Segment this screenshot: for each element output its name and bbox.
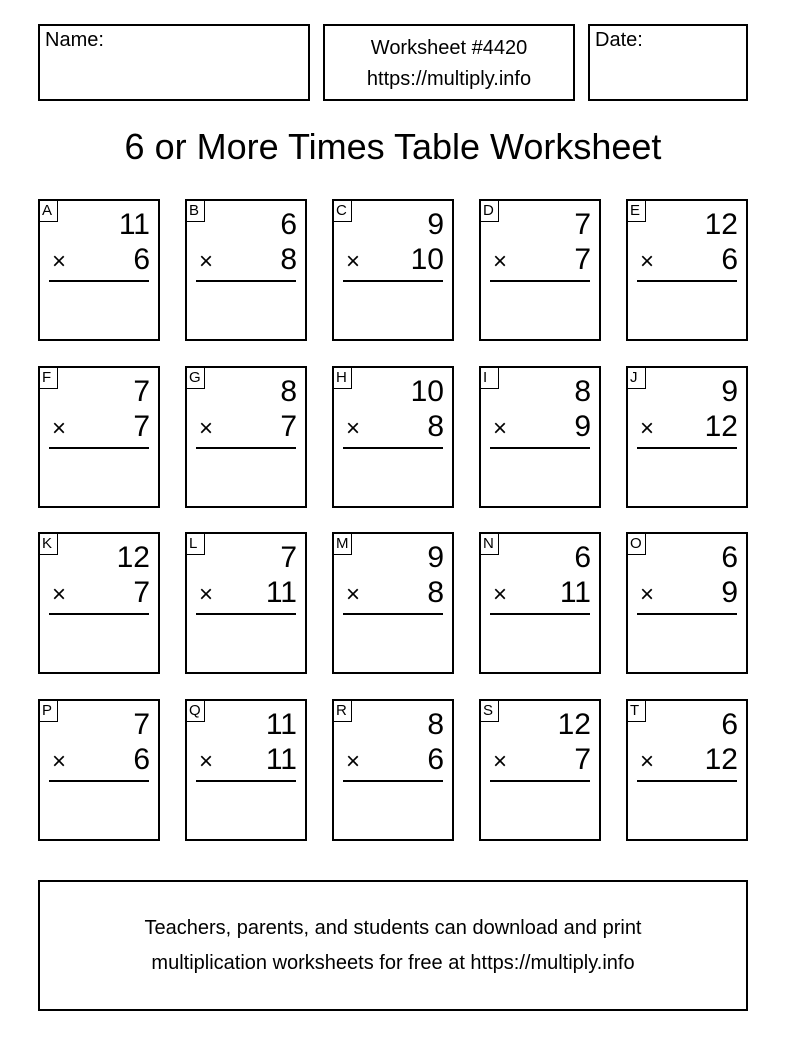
multiplier: 7 — [280, 410, 297, 443]
multiplier: 6 — [427, 743, 444, 776]
multiplicand: 11 — [118, 208, 150, 241]
multiplier: 12 — [704, 743, 738, 776]
multiplicand: 6 — [721, 708, 738, 741]
answer-line — [637, 280, 737, 282]
multiplicand: 8 — [574, 375, 591, 408]
answer-line — [490, 447, 590, 449]
multiplier: 7 — [574, 743, 591, 776]
name-label: Name: — [45, 29, 104, 51]
answer-line — [49, 447, 149, 449]
times-sign: × — [493, 415, 508, 442]
multiplier: 7 — [574, 243, 591, 276]
times-sign: × — [52, 415, 67, 442]
problem-card — [479, 699, 601, 841]
times-sign: × — [199, 581, 214, 608]
multiplier: 11 — [265, 743, 297, 776]
answer-line — [637, 613, 737, 615]
answer-line — [490, 780, 590, 782]
date-label: Date: — [595, 29, 643, 51]
times-sign: × — [640, 248, 655, 275]
problem-letter: K — [38, 532, 58, 555]
multiplicand: 8 — [280, 375, 297, 408]
multiplicand: 7 — [574, 208, 591, 241]
problem-letter: J — [626, 366, 646, 389]
footer-box — [38, 880, 748, 1011]
multiplicand: 12 — [704, 208, 738, 241]
times-sign: × — [199, 415, 214, 442]
multiplier: 11 — [265, 576, 297, 609]
answer-line — [196, 280, 296, 282]
multiplicand: 9 — [427, 208, 444, 241]
answer-line — [196, 613, 296, 615]
problem-letter: P — [38, 699, 58, 722]
times-sign: × — [199, 248, 214, 275]
problem-card — [185, 199, 307, 341]
times-sign: × — [493, 581, 508, 608]
multiplicand: 6 — [280, 208, 297, 241]
times-sign: × — [346, 248, 361, 275]
times-sign: × — [640, 415, 655, 442]
times-sign: × — [52, 748, 67, 775]
multiplicand: 6 — [574, 541, 591, 574]
multiplicand: 10 — [410, 375, 444, 408]
problem-card — [38, 532, 160, 674]
answer-line — [490, 280, 590, 282]
problem-letter: Q — [185, 699, 205, 722]
multiplicand: 12 — [116, 541, 150, 574]
multiplicand: 7 — [280, 541, 297, 574]
worksheet-number: Worksheet #4420 — [370, 37, 528, 59]
multiplicand: 7 — [133, 708, 150, 741]
problem-letter: A — [38, 199, 58, 222]
multiplicand: 9 — [427, 541, 444, 574]
problem-card — [185, 532, 307, 674]
problem-letter: F — [38, 366, 58, 389]
problem-card — [332, 366, 454, 508]
problem-letter: I — [479, 366, 499, 389]
multiplier: 9 — [721, 576, 738, 609]
times-sign: × — [493, 248, 508, 275]
problem-letter: T — [626, 699, 646, 722]
times-sign: × — [199, 748, 214, 775]
footer-line-1: Teachers, parents, and students can download and print — [144, 917, 642, 939]
worksheet-url: https://multiply.info — [366, 68, 532, 90]
multiplier: 12 — [704, 410, 738, 443]
answer-line — [490, 613, 590, 615]
problem-letter: D — [479, 199, 499, 222]
answer-line — [343, 613, 443, 615]
problem-card — [332, 699, 454, 841]
multiplicand: 11 — [265, 708, 297, 741]
problem-letter: B — [185, 199, 205, 222]
multiplier: 8 — [280, 243, 297, 276]
problem-card — [332, 199, 454, 341]
answer-line — [49, 280, 149, 282]
times-sign: × — [346, 415, 361, 442]
answer-line — [196, 780, 296, 782]
answer-line — [49, 613, 149, 615]
date-field-box — [588, 24, 748, 101]
problem-card — [38, 699, 160, 841]
name-field-box — [38, 24, 310, 101]
problem-letter: N — [479, 532, 499, 555]
problem-card — [626, 699, 748, 841]
answer-line — [343, 280, 443, 282]
problem-letter: C — [332, 199, 352, 222]
multiplicand: 7 — [133, 375, 150, 408]
multiplier: 6 — [721, 243, 738, 276]
times-sign: × — [640, 748, 655, 775]
answer-line — [637, 780, 737, 782]
problem-card — [332, 532, 454, 674]
problem-card — [479, 366, 601, 508]
problem-card — [38, 366, 160, 508]
problem-letter: G — [185, 366, 205, 389]
problem-letter: M — [332, 532, 352, 555]
problem-card — [185, 366, 307, 508]
multiplier: 8 — [427, 576, 444, 609]
multiplicand: 12 — [557, 708, 591, 741]
problem-letter: R — [332, 699, 352, 722]
problem-card — [479, 199, 601, 341]
problem-letter: S — [479, 699, 499, 722]
multiplier: 7 — [133, 576, 150, 609]
multiplicand: 8 — [427, 708, 444, 741]
answer-line — [343, 447, 443, 449]
page-title: 6 or More Times Table Worksheet — [124, 126, 662, 167]
times-sign: × — [52, 248, 67, 275]
multiplier: 11 — [559, 576, 591, 609]
times-sign: × — [493, 748, 508, 775]
problem-card — [185, 699, 307, 841]
problem-letter: L — [185, 532, 205, 555]
times-sign: × — [640, 581, 655, 608]
multiplier: 9 — [574, 410, 591, 443]
problem-card — [38, 199, 160, 341]
times-sign: × — [346, 581, 361, 608]
answer-line — [49, 780, 149, 782]
multiplier: 6 — [133, 243, 150, 276]
problem-card — [626, 199, 748, 341]
problem-letter: O — [626, 532, 646, 555]
answer-line — [637, 447, 737, 449]
footer-line-2: multiplication worksheets for free at https://multiply.info — [151, 952, 635, 974]
worksheet-info-box — [323, 24, 575, 101]
problem-card — [626, 532, 748, 674]
times-sign: × — [52, 581, 67, 608]
multiplier: 6 — [133, 743, 150, 776]
times-sign: × — [346, 748, 361, 775]
problem-card — [626, 366, 748, 508]
answer-line — [343, 780, 443, 782]
multiplier: 10 — [410, 243, 444, 276]
problem-letter: E — [626, 199, 646, 222]
multiplicand: 9 — [721, 375, 738, 408]
answer-line — [196, 447, 296, 449]
multiplier: 7 — [133, 410, 150, 443]
multiplier: 8 — [427, 410, 444, 443]
problem-card — [479, 532, 601, 674]
multiplicand: 6 — [721, 541, 738, 574]
problem-letter: H — [332, 366, 352, 389]
